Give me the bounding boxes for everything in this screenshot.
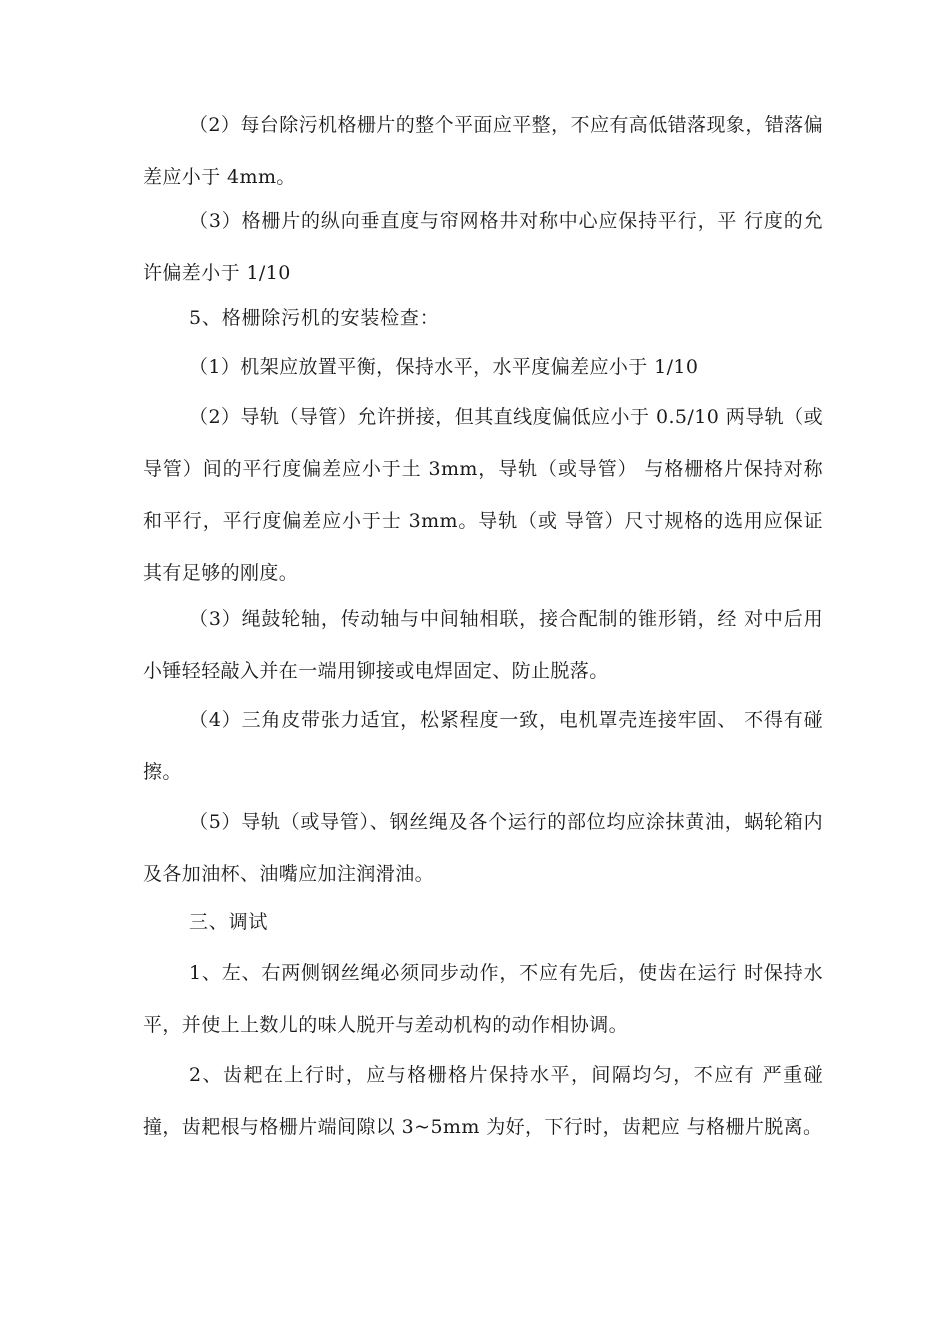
section-heading-installation-check: 5、格栅除污机的安装检查： [189,307,440,329]
paragraph-lubrication: （5）导轨（或导管）、钢丝绳及各个运行的部位均应涂抹黄油，蜗轮箱内及各加油杯、油嘴应加注润滑油。 [143,811,823,885]
paragraph-frame-level: （1）机架应放置平衡，保持水平，水平度偏差应小于 1/10 [189,356,699,378]
paragraph-wire-rope-sync: 1、左、右两侧钢丝绳必须同步动作，不应有先后，使齿在运行 时保持水平，并使上上数儿的味人脱开与差动机构的动作相协调。 [143,962,823,1036]
section-heading-commissioning: 三、调试 [189,911,269,933]
paragraph-grate-flatness: （2）每台除污机格栅片的整个平面应平整，不应有高低错落现象，错落偏差应小于 4mm。 [143,114,823,188]
paragraph-drum-shaft: （3）绳鼓轮轴，传动轴与中间轴相联，接合配制的锥形销，经 对中后用小锤轻轻敲入并在一端用铆接或电焊固定、防止脱落。 [143,608,823,682]
paragraph-v-belt: （4）三角皮带张力适宜，松紧程度一致，电机罩壳连接牢固、 不得有碰擦。 [143,709,823,783]
paragraph-grate-verticality: （3）格栅片的纵向垂直度与帘网格井对称中心应保持平行，平 行度的允许偏差小于 1/10 [143,210,823,284]
paragraph-guide-rail: （2）导轨（导管）允许拼接，但其直线度偏低应小于 0.5/10 两导轨（或导管）间的平行度偏差应小于土 3mm，导轨（或导管） 与格栅格片保持对称和平行，平行度偏差应小于士 3mm。导轨（或 导管）尺寸规格的选用应保证其有足够的刚度。 [143,406,823,584]
paragraph-rake-clearance: 2、齿耙在上行时，应与格栅格片保持水平，间隔均匀，不应有 严重碰撞，齿耙根与格栅片端间隙以 3~5mm 为好，下行时，齿耙应 与格栅片脱离。 [143,1064,823,1138]
